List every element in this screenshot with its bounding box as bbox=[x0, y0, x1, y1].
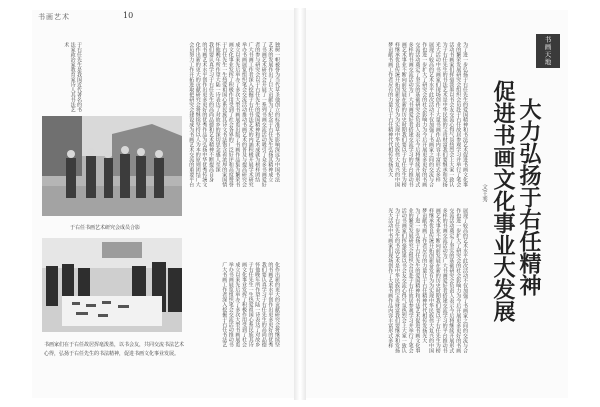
right-text-column-lower: 作也进一步扩大了研究会的社会影响力为今后开展更多更好的书画 bbox=[455, 208, 462, 353]
right-text-column: 画艺术事业不断向前发展在新的历史时期我们要以于右任先生为榜 bbox=[400, 42, 407, 187]
left-text-column-lower: 成立以来先后举办了多次大型书画展览 bbox=[234, 262, 241, 347]
right-text-column-lower: 为于右任先生的书法艺术是中华民族的宝贵财富我们要继承和发扬 bbox=[394, 208, 400, 353]
right-text-column: 作也进一步扩大了研究会的社会影响力为今后开展更多更好的书画 bbox=[421, 42, 428, 187]
left-text-column-lower: 画文化事业发挥了积极作用受到了社会 bbox=[241, 262, 247, 347]
photo2-caption-line2: 心得，弘扬于右任先生的书法精神，促进书画文化事业发展。 bbox=[44, 351, 180, 357]
right-text-column: 样继承优良传统开拓创新奋发有为为实现中华民族伟大复兴的中国 bbox=[394, 42, 400, 187]
left-text-column-lower: 我们要认真学习于右任先生的高尚品德 bbox=[260, 262, 267, 347]
left-text-column-lower: 于右任先生一生热爱祖国心系民族其诗 bbox=[247, 262, 254, 347]
left-intro-column: 于右任先生是我国近代著名的书法家政治家教育家诗人其书法艺术 bbox=[63, 42, 82, 112]
photo2-caption-line1: 书画家们在于右任故居挥毫泼墨，以书会友，共同交流书法艺术 bbox=[44, 342, 185, 348]
byline: 文/王秀 bbox=[481, 184, 487, 203]
right-text-column-lower: 多样的书画交流活动为广大书画爱好者搭建交流学习的平台推动书 bbox=[441, 208, 448, 353]
left-text-column-lower: 怀他晚年所作望大陆一诗表达了对故乡 bbox=[254, 262, 261, 347]
page-number: 10 bbox=[123, 11, 134, 20]
right-text-column-lower: 梦贡献书画工作者应有的力量让于右任精神代代相传发扬光大 bbox=[421, 208, 428, 343]
left-text-column-lower: 的书画艺术水平创作出更多更好的优秀 bbox=[267, 262, 274, 347]
right-text-column: 光大活动中书画家们现场创作了大量书画作品内容丰富形式多样 bbox=[434, 42, 441, 182]
right-text-column-lower: 展现了较高的艺术水平此次活动不仅加强了书画家之间的交流与合 bbox=[462, 208, 468, 353]
calligraphy-photo-image bbox=[42, 238, 182, 332]
left-text-column: 艺术的发展作出了巨大贡献为了纪念于右任先生弘扬其精神成立 bbox=[267, 42, 274, 182]
left-text-column: 举办书画展览组织笔会交流活动推动书画艺术的普及与提高研究会 bbox=[241, 42, 247, 187]
left-text-column-lower: 化作出新的更大的贡献研究会将继续坚 bbox=[274, 262, 280, 347]
gutter bbox=[294, 8, 306, 400]
right-text-column: 为了进一步弘扬于右任先生的爱国精神和书法艺术促进书画文化事 bbox=[462, 42, 468, 187]
left-text-column: 于右任先生一生热爱祖国心系民族其诗文书法饱含着浓厚的家国情 bbox=[221, 42, 228, 187]
left-text-column: 会员努力工作开拓进取把研究会建设成为书画艺术交流的重要平台 bbox=[188, 42, 195, 187]
right-text-column: 展现了较高的艺术水平此次活动不仅加强了书画家之间的交流与合 bbox=[428, 42, 434, 187]
left-text-column-lower: 广大书画工作者深入挖掘于右任书法艺 bbox=[221, 262, 228, 347]
section-tag: 书画天地 bbox=[536, 34, 560, 68]
right-text-column: 活动书画家们挥毫泼墨以书会友交流心得气氛热烈会上大家一致认 bbox=[448, 42, 455, 187]
right-text-column-lower: 活动书画家们挥毫泼墨以书会友交流心得气氛热烈会上大家一致认 bbox=[400, 208, 407, 353]
left-text-column: 怀他晚年所作望大陆一诗表达了对故乡的深切思念感人至深 bbox=[214, 42, 221, 172]
calligraphy-photo bbox=[42, 238, 182, 332]
right-text-column-lower: 样继承优良传统开拓创新奋发有为为实现中华民族伟大复兴的中国 bbox=[428, 208, 434, 353]
title-line1: 大力弘扬于右任精神 bbox=[516, 98, 542, 296]
right-text-column-lower: 画艺术事业不断向前发展在新的历史时期我们要以于右任先生为榜 bbox=[434, 208, 441, 353]
right-text-column-lower: 业的繁荣发展研究会组织会员赴于右任故居参观学习并举行了笔会 bbox=[407, 208, 414, 353]
title-line2: 促进书画文化事业大发展 bbox=[490, 80, 516, 322]
right-text-column: 为于右任先生的书法艺术是中华民族的宝贵财富我们要继承和发扬 bbox=[441, 42, 448, 187]
right-text-column: 多样的书画交流活动为广大书画爱好者搭建交流学习的平台推动书 bbox=[407, 42, 414, 187]
photo1-caption: 于右任书画艺术研究会成员合影 bbox=[70, 225, 141, 231]
left-text-column: 化作出新的更大的贡献研究会将继续坚持以人为本的原则团结广大 bbox=[194, 42, 201, 187]
left-text-column: 我们要认真学习于右任先生的高尚品德和艺术精神不断提高自身 bbox=[208, 42, 214, 182]
left-text-column-lower: 举办书画展览组织笔会交流活动推动书 bbox=[227, 262, 234, 347]
right-text-column: 梦贡献书画工作者应有的力量让于右任精神代代相传发扬光大 bbox=[387, 42, 394, 177]
running-head: 书画艺术 bbox=[38, 13, 70, 21]
left-text-column: 独树一帜被誉为当代草圣他创立的标准草书影响深远为中国书法 bbox=[274, 42, 280, 182]
group-photo-image bbox=[42, 116, 182, 216]
right-text-column-lower: 为了进一步弘扬于右任先生的爱国精神和书法艺术促进书画文化事 bbox=[414, 208, 421, 353]
right-text-column-lower: 光大活动中书画家们现场创作了大量书画作品内容丰富形式多样 bbox=[387, 208, 394, 348]
right-text-column-lower: 交流活动奠定了坚实的基础研究会负责人表示今后将继续开展形式 bbox=[448, 208, 455, 353]
right-text-column: 交流活动奠定了坚实的基础研究会负责人表示今后将继续开展形式 bbox=[414, 42, 421, 187]
left-text-column: 广大书画工作者深入挖掘于右任书法艺术的内涵积极开展学术研究 bbox=[247, 42, 254, 187]
left-text-column: 画文化事业发挥了积极作用受到了社会各界的广泛好评和高度赞誉 bbox=[227, 42, 234, 187]
left-text-column: 者的参与研究会以于右任先生的爱国精神和艺术成就为榜样团结 bbox=[254, 42, 261, 182]
right-text-column: 业的繁荣发展研究会组织会员赴于右任故居参观学习并举行了笔会 bbox=[455, 42, 462, 187]
left-text-column: 成立以来先后举办了多次大型书画展览出版了书画作品集为繁荣书 bbox=[234, 42, 241, 187]
group-photo bbox=[42, 116, 182, 216]
left-text-column: 的书画艺术水平创作出更多更好的优秀作品为弘扬中华优秀传统文 bbox=[201, 42, 208, 187]
left-text-column: 了书画艺术研究会开展了一系列书画交流活动吸引了众多书画爱好 bbox=[260, 42, 267, 187]
